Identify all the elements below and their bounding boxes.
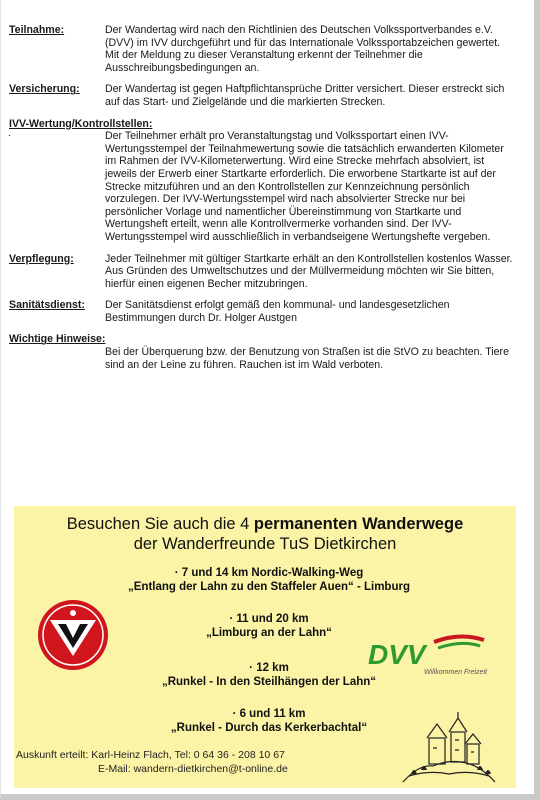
- route-name: „Limburg an der Lahn“: [206, 627, 332, 639]
- section-wichtige-hinweise: [9, 333, 525, 371]
- contact-email: E-Mail: wandern-dietkirchen@t-online.de: [98, 763, 288, 775]
- route-name: „Entlang der Lahn zu den Staffeler Auen“ - Limburg: [128, 581, 410, 593]
- section-text: Der Teilnehmer erhält pro Veranstaltungstag und Volkssportart einen IVV-Wertungsstempel der Teilnahmewertung sowie die tatsächlich erwanderten Kilometer im Rahmen der IVV-Kilometerwertung. Wird eine Strecke mehrfach absolviert, ist jeweils der Erwerb einer Startkarte erforderlich. Die erworbene Startkarte ist auf der Strecke mitzuführen und an den Kontrollstellen zur Kennzeichnung persönlich vorzulegen. Der IVV-Wertungsstempel wird nach absolvierter Strecke nur bei persönlicher Vorlage und namentlicher Übereinstimmung von Startkarte und Wertungsheft erteilt, wenn alle Kontrollvermerke vorhanden sind. Der IVV-Wertungsstempel wird ausschließlich in verbandseigene Wertungshefte vergeben.: [105, 130, 504, 243]
- route-distance: · 11 und 20 km: [229, 613, 309, 625]
- castle-drawing-icon: [399, 704, 499, 784]
- section-label: IVV-Wertung/Kontrollstellen:: [9, 117, 153, 130]
- section-label: Verpflegung:: [9, 252, 74, 265]
- section-text: Der Sanitätsdienst erfolgt gemäß den kommunal- und landesgesetzlichen Bestimmungen durch Dr. Holger Austgen: [105, 299, 450, 324]
- section-label: Versicherung:: [9, 83, 80, 96]
- section-text: Der Wandertag ist gegen Haftpflichtansprüche Dritter versichert. Dieser erstreckt sich auf das Start- und Zielgelände und die markierten Strecken.: [105, 83, 505, 108]
- section-verpflegung: [9, 253, 525, 291]
- dvv-logo-icon: [362, 634, 498, 678]
- stray-dot: .: [8, 128, 11, 139]
- route-item: [109, 566, 429, 594]
- section-text: Bei der Überquerung bzw. der Benutzung von Straßen ist die StVO zu beachten. Tiere sind an der Leine zu führen. Rauchen ist im Wald verboten.: [105, 346, 509, 371]
- dvv-logo-tagline: Willkommen Freizeit: [424, 669, 487, 676]
- section-sanitaetsdienst: [9, 299, 525, 324]
- box-title-bold: permanenten Wanderwege: [253, 515, 464, 533]
- box-title: [14, 514, 516, 534]
- ivv-logo-icon: [36, 598, 110, 672]
- section-text: Jeder Teilnehmer mit gültiger Startkarte erhält an den Kontrollstellen kostenlos Wasser. Aus Gründen des Umweltschutzes und der Müllvermeidung möchten wir Sie bitten, hierfür einen eigenen Becher mitzubringen.: [105, 252, 513, 290]
- dvv-logo-text: DVV: [368, 639, 426, 670]
- section-text: Der Wandertag wird nach den Richtlinien des Deutschen Volkssportverbandes e.V. (DVV) im IVV durchgeführt und für das Internationale Volkssportabzeichen gewertet. Mit der Meldung zu dieser Veranstaltung erkennt der Teilnehmer die Ausschreibungsbedingungen an.: [105, 24, 501, 74]
- section-label: Teilnahme:: [9, 24, 65, 36]
- section-versicherung: [9, 83, 525, 108]
- box-subtitle: der Wanderfreunde TuS Dietkirchen: [133, 535, 397, 553]
- section-label: Sanitätsdienst:: [9, 299, 85, 312]
- section-label: Wichtige Hinweise:: [9, 333, 106, 346]
- permanent-trails-box: [14, 506, 516, 788]
- route-distance: · 7 und 14 km Nordic-Walking-Weg: [174, 567, 364, 579]
- route-name: „Runkel - Durch das Kerkerbachtal“: [170, 722, 368, 734]
- section-teilnahme: [9, 24, 525, 74]
- route-item: [109, 707, 429, 735]
- route-distance: · 12 km: [249, 662, 289, 674]
- section-ivv-wertung: [9, 118, 525, 244]
- route-distance: · 6 und 11 km: [232, 708, 306, 720]
- contact-line: Auskunft erteilt: Karl-Heinz Flach, Tel: 0 64 36 - 208 10 67: [16, 749, 285, 761]
- route-name: „Runkel - In den Steilhängen der Lahn“: [161, 676, 377, 688]
- box-title-prefix: Besuchen Sie auch die 4: [66, 515, 254, 533]
- document-body: [9, 24, 525, 380]
